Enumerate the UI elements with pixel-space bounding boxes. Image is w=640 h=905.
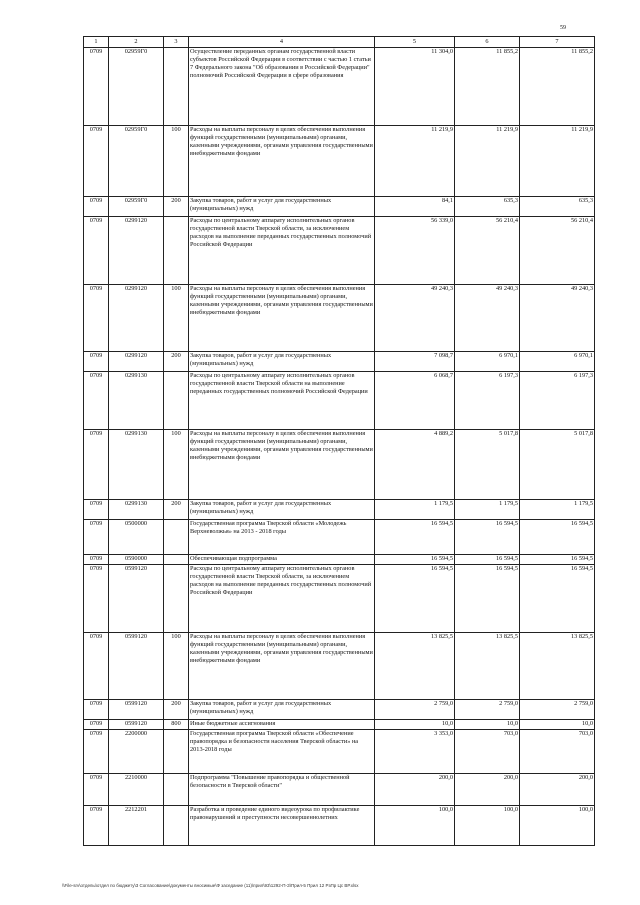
section-code-cell: 0709 [84,352,109,372]
expense-type-cell: 200 [164,500,189,520]
amount-cell-3: 56 210,4 [520,217,595,285]
amount-cell-3: 16 594,5 [520,565,595,633]
expense-name-cell: Расходы по центральному аппарату исполнительных органов государственной власти Тверской области на выполнение переданных государственных полномочий Российской Федерации [189,372,375,430]
section-code-cell: 0709 [84,500,109,520]
column-header: 6 [455,37,520,48]
table-row [84,430,595,500]
target-article-cell: 0599120 [109,700,164,720]
amount-cell-2: 5 017,8 [455,430,520,500]
expense-name-cell: Расходы на выплаты персоналу в целях обеспечения выполнения функций государственными (муниципальными) органами, казенными учреждениями, органами управления государственными внебюджетными фондами [189,285,375,352]
table-row [84,520,595,555]
expense-type-cell: 200 [164,197,189,217]
section-code-cell: 0709 [84,430,109,500]
amount-cell-1: 49 240,3 [375,285,455,352]
expense-type-cell [164,520,189,555]
target-article-cell: 0299130 [109,500,164,520]
amount-cell-1: 10,0 [375,720,455,730]
target-article-cell: 0299130 [109,430,164,500]
amount-cell-2: 6 970,1 [455,352,520,372]
amount-cell-2: 100,0 [455,806,520,846]
amount-cell-3: 16 594,5 [520,520,595,555]
column-header: 5 [375,37,455,48]
expense-name-cell: Осуществление переданных органам государственной власти субъектов Российской Федерации в соответствии с частью 1 статьи 7 Федерального закона "Об образовании в Российской Федерации" полномочий Российской Федерации в сфере образования [189,48,375,126]
expense-name-cell: Государственная программа Тверской области «Молодежь Верхневолжья» на 2013 - 2018 годы [189,520,375,555]
expense-name-cell: Закупка товаров, работ и услуг для государственных (муниципальных) нужд [189,352,375,372]
column-header: 4 [189,37,375,48]
expense-type-cell: 200 [164,352,189,372]
amount-cell-3: 100,0 [520,806,595,846]
table-row [84,565,595,633]
amount-cell-2: 635,3 [455,197,520,217]
amount-cell-2: 703,0 [455,730,520,774]
amount-cell-3: 10,0 [520,720,595,730]
expense-name-cell: Расходы на выплаты персоналу в целях обеспечения выполнения функций государственными (муниципальными) органами, казенными учреждениями, органами управления государственными внебюджетными фондами [189,633,375,700]
amount-cell-2: 11 219,9 [455,126,520,197]
amount-cell-3: 5 017,8 [520,430,595,500]
file-path-footer: \\File-srv\отделы\отдел по бюджету\3 Согласование\документы вносимые\Ф заседание (11)\прил\93\1292-П-З\Прил-5 Прил 12 РзПр Цс ВР.xlsx [62,883,359,888]
target-article-cell: 0599120 [109,720,164,730]
amount-cell-3: 16 594,5 [520,555,595,565]
expense-name-cell: Подпрограмма "Повышение правопорядка и общественной безопасности в Тверской области" [189,774,375,806]
expense-name-cell: Закупка товаров, работ и услуг для государственных (муниципальных) нужд [189,700,375,720]
expense-type-cell: 100 [164,430,189,500]
amount-cell-3: 1 179,5 [520,500,595,520]
amount-cell-3: 2 759,0 [520,700,595,720]
amount-cell-2: 6 197,3 [455,372,520,430]
expense-type-cell: 800 [164,720,189,730]
amount-cell-1: 2 759,0 [375,700,455,720]
table-row [84,500,595,520]
expense-type-cell [164,372,189,430]
target-article-cell: 2210000 [109,774,164,806]
amount-cell-2: 56 210,4 [455,217,520,285]
amount-cell-3: 703,0 [520,730,595,774]
table-row [84,285,595,352]
target-article-cell: 0599120 [109,565,164,633]
expense-type-cell: 200 [164,700,189,720]
amount-cell-2: 11 855,2 [455,48,520,126]
column-header: 1 [84,37,109,48]
expense-name-cell: Расходы на выплаты персоналу в целях обеспечения выполнения функций государственными (муниципальными) органами, казенными учреждениями, органами управления государственными внебюджетными фондами [189,430,375,500]
column-header: 7 [520,37,595,48]
expense-type-cell: 100 [164,285,189,352]
amount-cell-1: 56 339,0 [375,217,455,285]
expense-type-cell [164,48,189,126]
expense-type-cell [164,730,189,774]
table-row [84,774,595,806]
amount-cell-3: 49 240,3 [520,285,595,352]
table-row [84,352,595,372]
amount-cell-2: 16 594,5 [455,520,520,555]
expense-type-cell: 100 [164,126,189,197]
amount-cell-3: 635,3 [520,197,595,217]
table-row [84,633,595,700]
section-code-cell: 0709 [84,48,109,126]
amount-cell-1: 100,0 [375,806,455,846]
table-header-row [84,37,595,48]
table-row [84,730,595,774]
amount-cell-1: 6 068,7 [375,372,455,430]
amount-cell-1: 11 219,9 [375,126,455,197]
target-article-cell: 0590000 [109,555,164,565]
column-header: 3 [164,37,189,48]
target-article-cell: 0500000 [109,520,164,555]
amount-cell-3: 200,0 [520,774,595,806]
expense-name-cell: Расходы по центральному аппарату исполнительных органов государственной власти Тверской области, за исключением расходов на выполнение переданных государственных полномочий Российской Федерации [189,565,375,633]
amount-cell-3: 11 219,9 [520,126,595,197]
target-article-cell: 0299120 [109,352,164,372]
table-row [84,197,595,217]
target-article-cell: 0299120 [109,285,164,352]
amount-cell-1: 4 889,2 [375,430,455,500]
table-row [84,217,595,285]
amount-cell-1: 16 594,5 [375,555,455,565]
target-article-cell: 0299120 [109,217,164,285]
amount-cell-3: 6 197,3 [520,372,595,430]
expense-name-cell: Обеспечивающая подпрограмма [189,555,375,565]
expense-type-cell [164,217,189,285]
section-code-cell: 0709 [84,720,109,730]
expense-type-cell: 100 [164,633,189,700]
target-article-cell: 0299130 [109,372,164,430]
section-code-cell: 0709 [84,217,109,285]
amount-cell-2: 1 179,5 [455,500,520,520]
expense-type-cell [164,806,189,846]
amount-cell-2: 16 594,5 [455,565,520,633]
expense-name-cell: Закупка товаров, работ и услуг для государственных (муниципальных) нужд [189,500,375,520]
table-body [84,48,595,846]
expense-name-cell: Разработка и проведение единого видеоурока по профилактике правонарушений и преступности несовершеннолетних [189,806,375,846]
section-code-cell: 0709 [84,372,109,430]
section-code-cell: 0709 [84,774,109,806]
amount-cell-2: 10,0 [455,720,520,730]
target-article-cell: 2212201 [109,806,164,846]
column-header: 2 [109,37,164,48]
expense-name-cell: Иные бюджетные ассигнования [189,720,375,730]
target-article-cell: 2200000 [109,730,164,774]
amount-cell-2: 13 825,5 [455,633,520,700]
expense-name-cell: Расходы на выплаты персоналу в целях обеспечения выполнения функций государственными (муниципальными) органами, казенными учреждениями, органами управления государственными внебюджетными фондами [189,126,375,197]
amount-cell-1: 7 098,7 [375,352,455,372]
expense-type-cell [164,565,189,633]
target-article-cell: 0599120 [109,633,164,700]
amount-cell-1: 11 304,0 [375,48,455,126]
amount-cell-1: 13 825,5 [375,633,455,700]
section-code-cell: 0709 [84,126,109,197]
section-code-cell: 0709 [84,520,109,555]
expense-type-cell [164,555,189,565]
table-row [84,126,595,197]
budget-table [83,36,595,846]
amount-cell-1: 16 594,5 [375,565,455,633]
amount-cell-2: 2 759,0 [455,700,520,720]
table-row [84,48,595,126]
amount-cell-1: 3 353,0 [375,730,455,774]
amount-cell-3: 6 970,1 [520,352,595,372]
section-code-cell: 0709 [84,285,109,352]
section-code-cell: 0709 [84,700,109,720]
table-row [84,372,595,430]
table-row [84,555,595,565]
target-article-cell: 02959Г0 [109,197,164,217]
amount-cell-3: 11 855,2 [520,48,595,126]
expense-name-cell: Государственная программа Тверской области «Обеспечение правопорядка и безопасности населения Тверской области» на 2013-2018 годы [189,730,375,774]
section-code-cell: 0709 [84,806,109,846]
section-code-cell: 0709 [84,565,109,633]
amount-cell-3: 13 825,5 [520,633,595,700]
section-code-cell: 0709 [84,633,109,700]
target-article-cell: 02959Г0 [109,126,164,197]
table-row [84,700,595,720]
amount-cell-2: 16 594,5 [455,555,520,565]
amount-cell-1: 16 594,5 [375,520,455,555]
table-row [84,720,595,730]
expense-name-cell: Расходы по центральному аппарату исполнительных органов государственной власти Тверской области, за исключением расходов на выполнение переданных государственных полномочий Российской Федерации [189,217,375,285]
amount-cell-2: 200,0 [455,774,520,806]
expense-type-cell [164,774,189,806]
section-code-cell: 0709 [84,555,109,565]
page-number: 59 [560,25,566,31]
target-article-cell: 02959Г0 [109,48,164,126]
amount-cell-2: 49 240,3 [455,285,520,352]
table-row [84,806,595,846]
amount-cell-1: 1 179,5 [375,500,455,520]
section-code-cell: 0709 [84,730,109,774]
amount-cell-1: 200,0 [375,774,455,806]
expense-name-cell: Закупка товаров, работ и услуг для государственных (муниципальных) нужд [189,197,375,217]
section-code-cell: 0709 [84,197,109,217]
amount-cell-1: 84,1 [375,197,455,217]
